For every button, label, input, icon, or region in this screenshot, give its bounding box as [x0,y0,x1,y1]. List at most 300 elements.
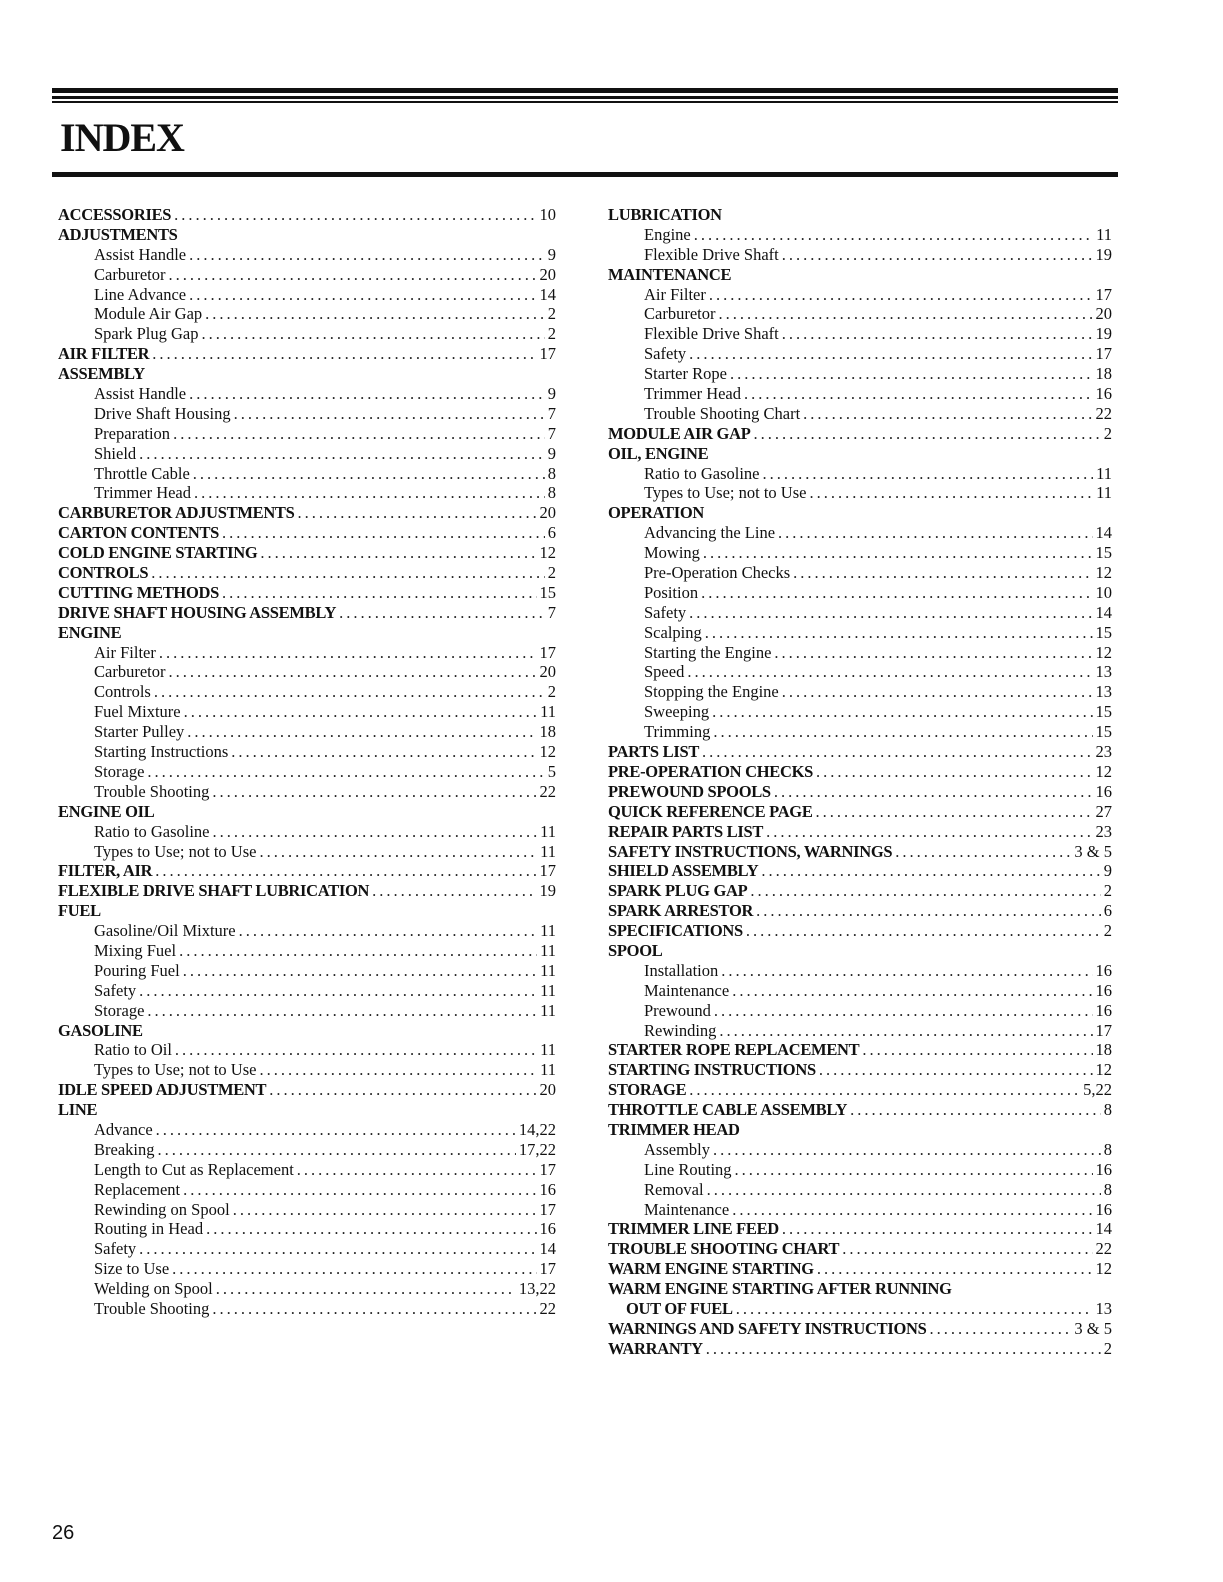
index-entry-label: PARTS LIST [608,742,700,762]
index-entry [608,782,1112,802]
index-entry-label: Mowing [644,543,700,563]
dot-leader [189,285,536,305]
index-entry-page: 5,22 [1083,1080,1112,1100]
dot-leader [766,822,1092,842]
index-entry-page: 2 [1103,1338,1112,1358]
index-entry-label: Advance [94,1119,153,1139]
index-entry-page: 12 [1095,761,1112,781]
dot-leader [183,1180,536,1200]
index-entry-label: Module Air Gap [94,304,203,324]
index-entry [608,344,1112,364]
index-entry [608,424,1112,444]
index-entry-page: 2 [547,682,556,702]
index-entry-label: WARNINGS AND SAFETY INSTRUCTIONS [608,1318,927,1338]
index-entry [58,1120,556,1140]
dot-leader [689,344,1092,364]
index-entry-page: 18 [1095,1040,1112,1060]
index-entry-label: Trimmer Head [94,483,192,503]
dot-leader [159,643,537,663]
index-entry-label: Length to Cut as Replacement [94,1159,294,1179]
index-entry-page: 22 [539,1298,556,1318]
index-entry [608,225,1112,245]
index-entry [608,483,1112,503]
index-entry-page: 18 [1095,364,1112,384]
index-entry [608,1259,1112,1279]
index-entry-label: Carburetor [644,304,716,324]
dot-leader [713,1140,1101,1160]
index-entry-label: OUT OF FUEL [626,1298,733,1318]
dot-leader [730,364,1093,384]
index-entry [608,802,1112,822]
dot-leader [189,384,545,404]
index-entry-page: 22 [539,781,556,801]
dot-leader [719,1021,1092,1041]
index-entry-label: OIL, ENGINE [608,443,709,463]
index-entry [58,782,556,802]
index-entry-page: 20 [539,503,556,523]
index-entry-label: TRIMMER LINE FEED [608,1219,779,1239]
index-entry-page: 11 [540,1060,556,1080]
index-entry-label: WARM ENGINE STARTING AFTER RUNNING [608,1279,952,1299]
index-entry-label: Safety [644,344,687,364]
dot-leader [782,245,1093,265]
index-entry-label: REPAIR PARTS LIST [608,821,764,841]
index-entry-label: Starting Instructions [94,742,229,762]
dot-leader [139,981,537,1001]
dot-leader [175,1040,537,1060]
dot-leader [155,861,536,881]
index-entry-page: 8 [547,463,556,483]
index-entry [58,1160,556,1180]
index-entry [608,1120,1112,1140]
dot-leader [231,742,536,762]
index-entry-page: 14 [1095,523,1112,543]
dot-leader [168,662,536,682]
index-entry-label: Types to Use; not to Use [94,1060,257,1080]
index-entry-label: DRIVE SHAFT HOUSING ASSEMBLY [58,602,337,622]
index-entry-page: 9 [547,443,556,463]
index-entry-page: 3 & 5 [1074,1318,1112,1338]
index-entry [58,1279,556,1299]
index-entry-label: Starter Pulley [94,722,185,742]
dot-leader [929,1319,1071,1339]
index-entry [608,563,1112,583]
dot-leader [212,782,536,802]
index-entry-page: 11 [540,960,556,980]
index-entry-page: 20 [1095,304,1112,324]
index-entry-page: 16 [1095,781,1112,801]
index-entry [608,285,1112,305]
dot-leader [269,1080,536,1100]
dot-leader [753,424,1100,444]
index-entry [608,1180,1112,1200]
index-entry-label: FLEXIBLE DRIVE SHAFT LUBRICATION [58,881,370,901]
index-entry [58,961,556,981]
dot-leader [205,304,545,324]
index-entry-page: 12 [1095,642,1112,662]
index-entry-label: Routing in Head [94,1219,204,1239]
dot-leader [339,603,545,623]
dot-leader [819,1060,1093,1080]
index-entry [608,861,1112,881]
dot-leader [689,1080,1080,1100]
dot-leader [139,444,545,464]
index-entry [608,324,1112,344]
index-entry [58,464,556,484]
index-entry-label: Safety [94,1239,137,1259]
dot-leader [732,981,1092,1001]
index-column-right [608,205,1112,1359]
index-entry-page: 10 [539,205,556,224]
index-entry [608,1100,1112,1120]
index-entry-page: 19 [539,881,556,901]
index-entry-label: STARTER ROPE REPLACEMENT [608,1040,860,1060]
index-entry [608,1339,1112,1359]
index-entry-label: Rewinding [644,1020,717,1040]
index-entry-label: Air Filter [644,284,706,304]
dot-leader [139,1239,536,1259]
index-entry [58,265,556,285]
index-entry [58,643,556,663]
index-entry [608,1060,1112,1080]
dot-leader [803,404,1092,424]
index-entry-label: Throttle Cable [94,463,190,483]
dot-leader [793,563,1092,583]
index-entry [58,1001,556,1021]
index-entry-label: Position [644,582,699,602]
index-entry [58,404,556,424]
index-entry [58,324,556,344]
index-entry-page: 16 [1095,1159,1112,1179]
index-entry [58,682,556,702]
dot-leader [735,1160,1093,1180]
index-entry-page: 19 [1095,244,1112,264]
index-entry-page: 7 [547,403,556,423]
index-entry [608,444,1112,464]
index-entry [608,1219,1112,1239]
index-entry-label: Scalping [644,622,702,642]
dot-leader [689,603,1092,623]
dot-leader [147,762,544,782]
dot-leader [168,265,536,285]
index-entry-page: 15 [1095,622,1112,642]
dot-leader [701,583,1092,603]
dot-leader [850,1100,1101,1120]
index-entry [58,364,556,384]
dot-leader [817,1259,1093,1279]
index-entry-label: Line Advance [94,284,187,304]
index-entry-page: 17 [1095,1020,1112,1040]
index-entry [608,623,1112,643]
index-entry-label: CUTTING METHODS [58,582,219,602]
index-entry-page: 2 [1103,881,1112,901]
index-entry-page: 13 [1095,662,1112,682]
index-entry-label: LUBRICATION [608,205,722,224]
index-entry-page: 16 [539,1179,556,1199]
index-entry-label: THROTTLE CABLE ASSEMBLY [608,1100,848,1120]
index-entry-page: 16 [539,1219,556,1239]
index-entry [58,1140,556,1160]
index-entry [58,285,556,305]
index-entry-page: 11 [540,702,556,722]
index-entry-page: 11 [540,821,556,841]
index-entry-label: Engine [644,224,691,244]
index-entry-label: Drive Shaft Housing [94,403,231,423]
dot-leader [762,464,1093,484]
index-entry [58,981,556,1001]
index-entry-page: 20 [539,264,556,284]
index-entry-page: 11 [540,980,556,1000]
index-entry-label: Assembly [644,1139,710,1159]
index-entry-label: Welding on Spool [94,1279,213,1299]
dot-leader [694,225,1093,245]
dot-leader [212,822,537,842]
index-entry-page: 15 [1095,543,1112,563]
index-entry-label: SPOOL [608,940,663,960]
index-entry-page: 10 [1095,582,1112,602]
index-entry [58,1080,556,1100]
index-entry [608,921,1112,941]
index-entry-page: 13,22 [518,1279,556,1299]
index-entry-label: Shield [94,443,137,463]
dot-leader [732,1200,1092,1220]
index-entry-page: 11 [540,940,556,960]
index-entry [58,384,556,404]
index-entry-label: Preparation [94,423,171,443]
index-entry-page: 13 [1095,682,1112,702]
index-entry-page: 8 [1103,1139,1112,1159]
dot-leader [297,1160,537,1180]
index-entry-label: OPERATION [608,503,705,523]
index-entry-label: AIR FILTER [58,344,150,364]
index-entry-label: ASSEMBLY [58,364,145,384]
index-entry-page: 5 [547,761,556,781]
index-entry-label: Removal [644,1179,704,1199]
index-entry-label: Controls [94,682,151,702]
index-entry [608,1299,1112,1319]
dot-leader [705,623,1093,643]
index-entry [58,543,556,563]
index-entry-page: 7 [547,602,556,622]
index-entry-page: 16 [1095,1000,1112,1020]
index-entry [58,881,556,901]
index-entry-label: LINE [58,1100,98,1120]
dot-leader [259,842,537,862]
index-entry-label: Flexible Drive Shaft [644,244,779,264]
index-entry [58,662,556,682]
index-entry-label: ENGINE OIL [58,801,155,821]
index-entry [58,304,556,324]
dot-leader [173,424,545,444]
dot-leader [842,1239,1092,1259]
index-entry [58,822,556,842]
index-entry-label: Replacement [94,1179,181,1199]
index-entry-page: 6 [547,523,556,543]
dot-leader [183,961,537,981]
index-entry-page: 12 [1095,563,1112,583]
index-entry-label: Safety [94,980,137,1000]
index-entry-label: COLD ENGINE STARTING [58,543,258,563]
dot-leader [709,285,1093,305]
dot-leader [212,1299,536,1319]
index-entry [608,901,1112,921]
index-entry-page: 17 [539,1199,556,1219]
index-entry-label: FILTER, AIR [58,861,153,881]
index-entry [608,205,1112,225]
index-entry-label: QUICK REFERENCE PAGE [608,801,813,821]
dot-leader [259,1060,537,1080]
dot-leader [703,543,1093,563]
index-entry-page: 16 [1095,980,1112,1000]
index-entry-page: 9 [1103,861,1112,881]
dot-leader [718,304,1092,324]
index-entry-label: Advancing the Line [644,523,776,543]
index-entry [608,762,1112,782]
index-entry-page: 11 [540,841,556,861]
dot-leader [194,483,545,503]
index-entry-label: Size to Use [94,1259,170,1279]
dot-leader [816,762,1092,782]
index-entry-page: 14 [1095,1219,1112,1239]
index-entry-label: MAINTENANCE [608,264,732,284]
page-number: 26 [52,1522,75,1544]
index-entry-page: 11 [540,921,556,941]
index-entry-label: TRIMMER HEAD [608,1119,740,1139]
index-entry-page: 2 [1103,423,1112,443]
index-entry [608,503,1112,523]
index-entry [608,304,1112,324]
dot-leader [174,205,536,225]
index-entry [608,662,1112,682]
index-entry [58,205,556,225]
index-entry [608,245,1112,265]
index-entry-page: 7 [547,423,556,443]
index-entry-page: 11 [1096,483,1112,503]
index-entry [58,523,556,543]
dot-leader [862,1040,1092,1060]
index-entry-page: 23 [1095,742,1112,762]
index-entry-page: 15 [539,582,556,602]
index-entry-label: Rewinding on Spool [94,1199,230,1219]
dot-leader [239,921,538,941]
index-entry-label: Air Filter [94,642,156,662]
index-entry-label: Speed [644,662,685,682]
index-column-left [58,205,556,1319]
index-entry-page: 17 [539,344,556,364]
dot-leader [809,483,1093,503]
index-entry-label: Breaking [94,1139,155,1159]
dot-leader [736,1299,1093,1319]
index-entry-page: 17 [539,1159,556,1179]
index-entry-label: Trouble Shooting [94,781,210,801]
index-entry-label: WARRANTY [608,1338,703,1358]
index-entry [608,543,1112,563]
index-entry-page: 8 [547,483,556,503]
dot-leader [706,1339,1101,1359]
index-entry-page: 14,22 [518,1119,556,1139]
index-entry [58,861,556,881]
index-entry [608,961,1112,981]
index-entry [58,603,556,623]
index-entry [58,503,556,523]
dot-leader [756,901,1101,921]
dot-leader [202,324,545,344]
index-entry-label: Spark Plug Gap [94,324,199,344]
index-entry-label: Safety [644,602,687,622]
index-entry [608,643,1112,663]
index-entry-page: 23 [1095,821,1112,841]
index-entry-label: Ratio to Gasoline [94,821,210,841]
index-entry [608,583,1112,603]
index-entry [58,1239,556,1259]
dot-leader [154,682,545,702]
dot-leader [746,921,1101,941]
index-entry [608,1140,1112,1160]
dot-leader [774,643,1092,663]
index-entry-page: 19 [1095,324,1112,344]
index-entry-label: MODULE AIR GAP [608,423,751,443]
dot-leader [744,384,1092,404]
index-entry-label: IDLE SPEED ADJUSTMENT [58,1080,267,1100]
dot-leader [156,1120,516,1140]
index-entry-label: Carburetor [94,662,166,682]
dot-leader [774,782,1093,802]
dot-leader [895,842,1071,862]
dot-leader [778,523,1092,543]
index-entry-label: Pre-Operation Checks [644,563,791,583]
header-rules [52,88,1118,103]
index-entry-page: 12 [1095,1259,1112,1279]
index-entry [58,941,556,961]
index-entry-label: SPARK ARRESTOR [608,901,754,921]
index-entry-page: 13 [1095,1298,1112,1318]
index-entry [608,1319,1112,1339]
index-entry-page: 11 [540,1000,556,1020]
index-entry-label: ENGINE [58,622,122,642]
index-entry-label: Starting the Engine [644,642,772,662]
index-entry-label: Types to Use; not to Use [94,841,257,861]
index-entry [58,1021,556,1041]
index-entry-page: 17 [539,642,556,662]
index-entry-label: Prewound [644,1000,711,1020]
index-entry [58,344,556,364]
index-entry [608,722,1112,742]
index-entry-label: WARM ENGINE STARTING [608,1259,814,1279]
dot-leader [782,1219,1093,1239]
index-entry-page: 2 [547,304,556,324]
dot-leader [816,802,1093,822]
index-entry-label: Assist Handle [94,244,187,264]
index-entry [58,483,556,503]
dot-leader [372,881,536,901]
index-entry-label: Flexible Drive Shaft [644,324,779,344]
index-entry [608,1279,1112,1299]
index-entry-label: Line Routing [644,1159,732,1179]
dot-leader [707,1180,1101,1200]
index-entry [608,1160,1112,1180]
dot-leader [260,543,536,563]
index-entry-page: 14 [539,284,556,304]
index-entry-label: ACCESSORIES [58,205,172,224]
index-entry-label: Maintenance [644,980,730,1000]
index-entry-label: Fuel Mixture [94,702,181,722]
index-entry-page: 12 [539,543,556,563]
index-entry-page: 2 [547,324,556,344]
index-entry-label: STARTING INSTRUCTIONS [608,1060,816,1080]
dot-leader [234,404,545,424]
index-entry [58,1299,556,1319]
index-entry [608,941,1112,961]
